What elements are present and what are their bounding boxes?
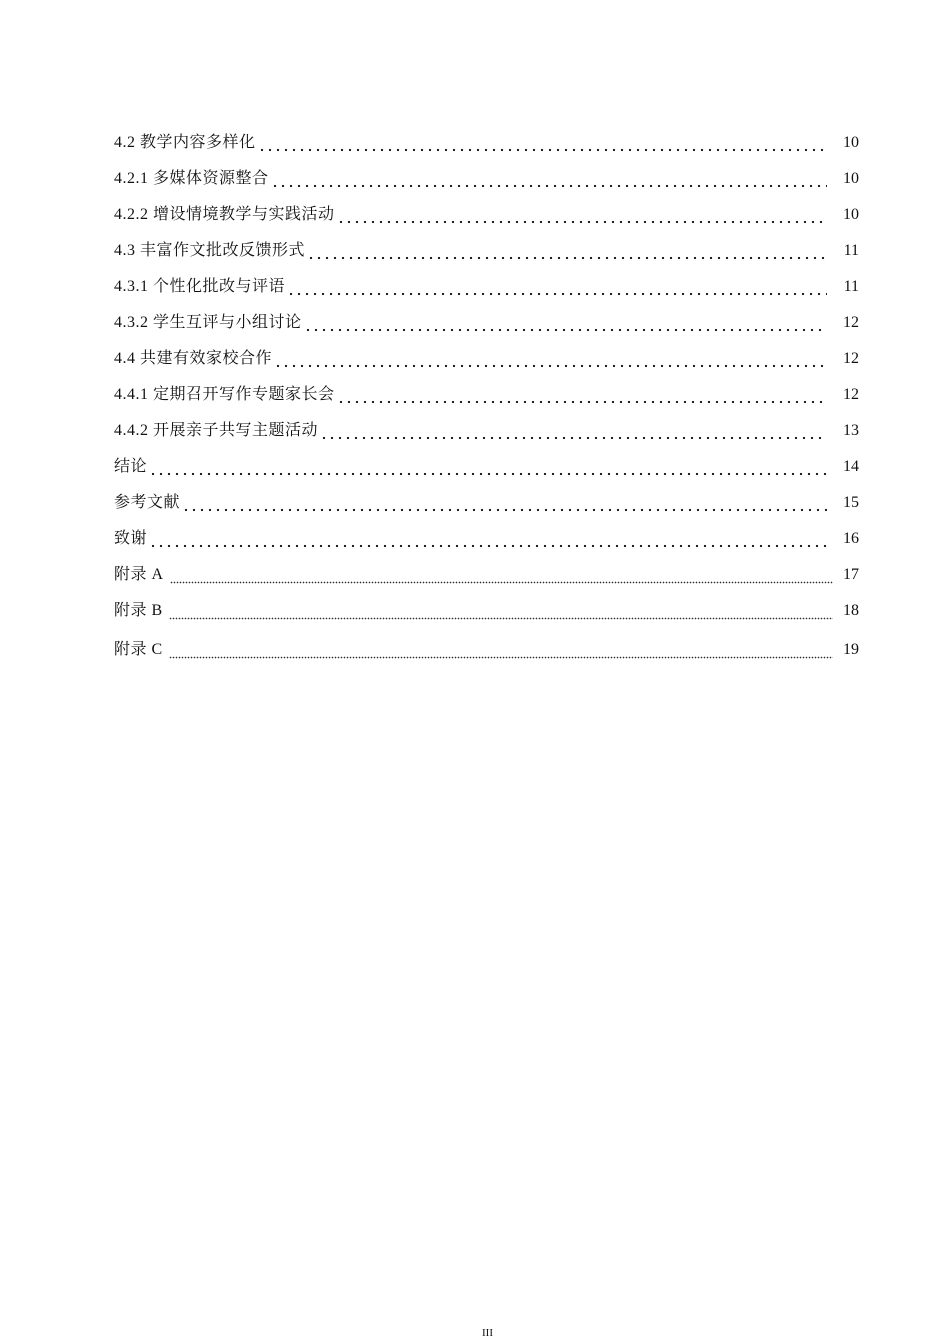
- dot-leader: [149, 527, 827, 551]
- toc-entry[interactable]: [114, 515, 859, 551]
- dot-leader: [287, 275, 827, 299]
- toc-entry-page: 11: [843, 278, 859, 295]
- toc-entry[interactable]: [114, 623, 859, 662]
- toc-entry-title: 4.4.1 定期召开写作专题家长会: [114, 386, 335, 403]
- dot-leader: [320, 419, 827, 443]
- toc-entry[interactable]: [114, 335, 859, 371]
- toc-entry-title: 结论: [114, 458, 148, 475]
- toc-entry-title: 附录 C: [114, 641, 163, 658]
- dot-leader: [337, 383, 827, 407]
- dot-leader: [170, 563, 833, 587]
- toc-entry-page: 15: [843, 494, 859, 511]
- toc-entry-page: 10: [843, 134, 859, 151]
- dot-leader: [149, 455, 827, 479]
- toc-entry-title: 参考文献: [114, 494, 181, 511]
- dot-leader: [337, 203, 827, 227]
- toc-entry-page: 10: [843, 206, 859, 223]
- toc-entry-page: 12: [843, 386, 859, 403]
- toc-entry[interactable]: [114, 227, 859, 263]
- toc-entry[interactable]: [114, 191, 859, 227]
- toc-entry-page: 16: [843, 530, 859, 547]
- page-number-footer: III: [482, 1327, 493, 1339]
- dot-leader: [271, 167, 827, 191]
- dot-leader: [274, 347, 827, 371]
- toc-entry[interactable]: [114, 587, 859, 623]
- dot-leader: [169, 638, 833, 662]
- toc-entry[interactable]: [114, 479, 859, 515]
- toc-entry-page: 10: [843, 170, 859, 187]
- toc-entry[interactable]: [114, 299, 859, 335]
- toc-entry-title: 4.3.1 个性化批改与评语: [114, 278, 286, 295]
- toc-entry[interactable]: [114, 407, 859, 443]
- toc-entry-page: 12: [843, 350, 859, 367]
- toc-entry-title: 4.4.2 开展亲子共写主题活动: [114, 422, 319, 439]
- toc-entry-page: 19: [843, 641, 859, 658]
- dot-leader: [258, 131, 827, 155]
- toc-entry-page: 18: [843, 602, 859, 619]
- toc-entry-title: 4.3 丰富作文批改反馈形式: [114, 242, 306, 259]
- toc-entry-title: 4.2 教学内容多样化: [114, 134, 256, 151]
- toc-entry-title: 4.3.2 学生互评与小组讨论: [114, 314, 302, 331]
- toc-entry-page: 12: [843, 314, 859, 331]
- toc-entry[interactable]: [114, 443, 859, 479]
- table-of-contents: [114, 119, 859, 662]
- dot-leader: [307, 239, 827, 263]
- dot-leader: [304, 311, 827, 335]
- toc-entry-title: 附录 B: [114, 602, 163, 619]
- toc-entry[interactable]: [114, 263, 859, 299]
- toc-entry[interactable]: [114, 155, 859, 191]
- toc-entry-title: 4.2.2 增设情境教学与实践活动: [114, 206, 335, 223]
- toc-entry-title: 附录 A: [114, 566, 164, 583]
- toc-entry-page: 11: [843, 242, 859, 259]
- toc-entry-title: 4.4 共建有效家校合作: [114, 350, 273, 367]
- toc-entry[interactable]: [114, 119, 859, 155]
- toc-entry-title: 致谢: [114, 530, 148, 547]
- toc-entry[interactable]: [114, 551, 859, 587]
- dot-leader: [169, 599, 833, 623]
- toc-entry[interactable]: [114, 371, 859, 407]
- toc-entry-page: 13: [843, 422, 859, 439]
- dot-leader: [182, 491, 827, 515]
- toc-entry-page: 14: [843, 458, 859, 475]
- toc-entry-page: 17: [843, 566, 859, 583]
- toc-entry-title: 4.2.1 多媒体资源整合: [114, 170, 269, 187]
